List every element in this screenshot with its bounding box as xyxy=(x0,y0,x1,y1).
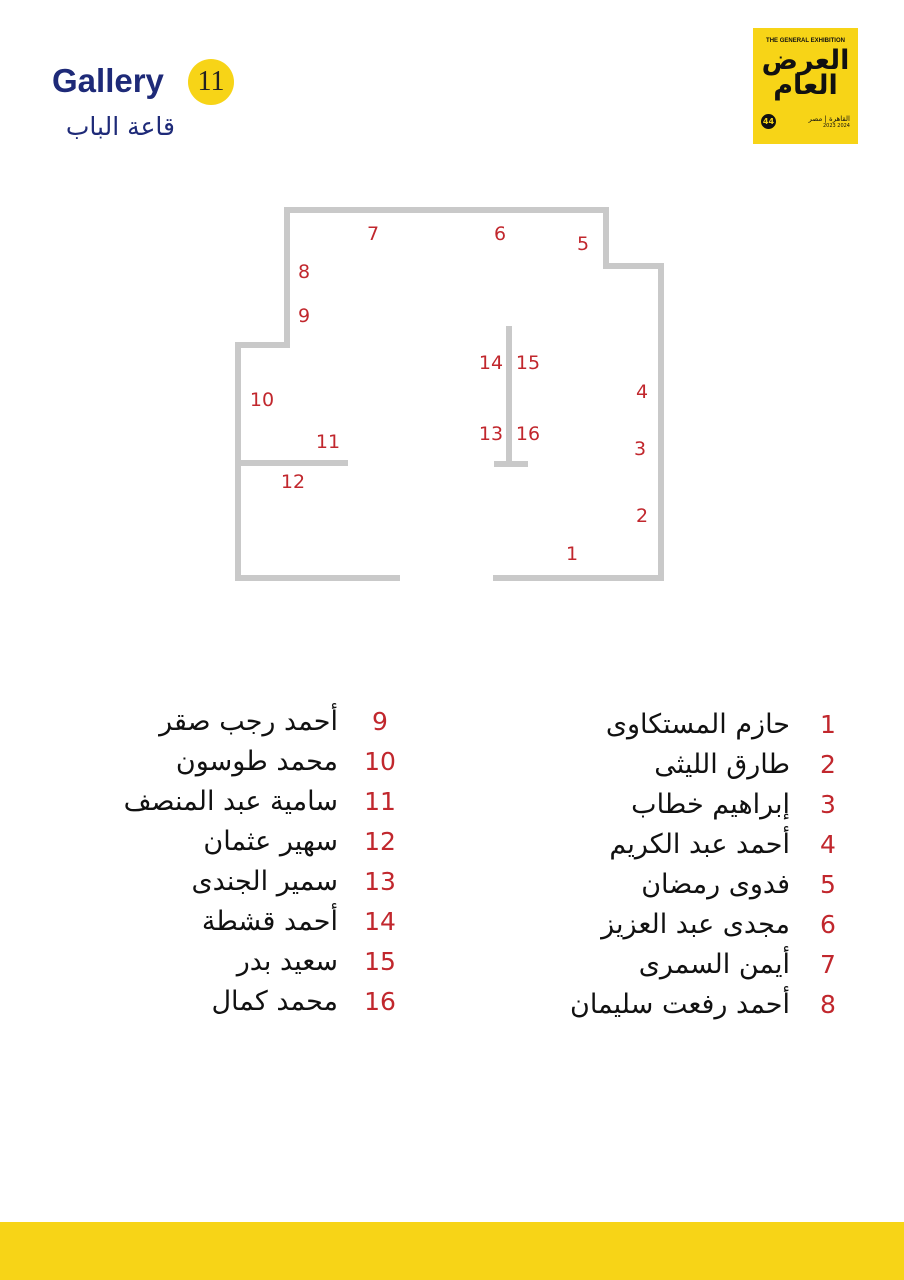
artist-name: أحمد رجب صقر xyxy=(159,706,338,737)
artist-number: 15 xyxy=(364,947,396,976)
logo-text-ar: العرض العام xyxy=(761,45,850,101)
plan-marker-1: 1 xyxy=(565,543,579,565)
artist-number: 14 xyxy=(364,907,396,936)
artist-number: 5 xyxy=(820,870,836,899)
artist-name: فدوى رمضان xyxy=(641,869,790,900)
artist-name: حازم المستكاوى xyxy=(605,709,790,740)
plan-marker-7: 7 xyxy=(366,223,380,245)
artist-entry-10 xyxy=(100,742,410,782)
plan-marker-4: 4 xyxy=(635,381,649,403)
plan-marker-5: 5 xyxy=(576,233,590,255)
artist-name: طارق الليثى xyxy=(654,749,790,780)
gallery-number-badge: 11 xyxy=(188,59,234,105)
logo-edition-badge: 44 xyxy=(761,114,776,129)
gallery-title-arabic: قاعة الباب xyxy=(65,112,175,141)
plan-marker-15: 15 xyxy=(515,352,541,374)
logo-city: القاهرة | مصر xyxy=(808,114,850,123)
plan-marker-11: 11 xyxy=(315,431,341,453)
artist-entry-3 xyxy=(560,785,840,825)
artist-entry-8 xyxy=(560,985,840,1025)
footer-bar xyxy=(0,1222,904,1280)
plan-marker-16: 16 xyxy=(515,423,541,445)
artist-entry-11 xyxy=(100,782,410,822)
plan-marker-14: 14 xyxy=(478,352,504,374)
artist-entry-1 xyxy=(560,705,840,745)
artist-name: أحمد قشطة xyxy=(201,906,338,937)
artist-name: أحمد رفعت سليمان xyxy=(570,989,790,1020)
artist-number: 6 xyxy=(820,910,836,939)
plan-marker-9: 9 xyxy=(297,305,311,327)
artist-name: سامية عبد المنصف xyxy=(123,786,338,817)
plan-marker-2: 2 xyxy=(635,505,649,527)
artist-name: مجدى عبد العزيز xyxy=(601,909,790,940)
plan-marker-13: 13 xyxy=(478,423,504,445)
artist-number: 1 xyxy=(820,710,836,739)
artist-name: سعيد بدر xyxy=(236,946,338,977)
artist-entry-12 xyxy=(100,822,410,862)
plan-marker-10: 10 xyxy=(249,389,275,411)
artist-entry-14 xyxy=(100,902,410,942)
plan-marker-12: 12 xyxy=(280,471,306,493)
artist-name: سمير الجندى xyxy=(191,866,338,897)
gallery-title: Gallery xyxy=(52,62,164,99)
plan-marker-3: 3 xyxy=(633,438,647,460)
logo-text-en: THE GENERAL EXHIBITION xyxy=(766,38,845,44)
artist-number: 16 xyxy=(364,987,396,1016)
artist-entry-2 xyxy=(560,745,840,785)
artist-number: 13 xyxy=(364,867,396,896)
artist-name: أيمن السمرى xyxy=(638,949,790,980)
artist-name: سهير عثمان xyxy=(203,826,338,857)
artist-number: 8 xyxy=(820,990,836,1019)
artist-name: إبراهيم خطاب xyxy=(631,789,790,820)
artist-entry-4 xyxy=(560,825,840,865)
artist-number: 9 xyxy=(372,707,388,736)
artist-entry-16 xyxy=(100,982,410,1022)
artist-name: محمد كمال xyxy=(211,986,338,1017)
artist-number: 7 xyxy=(820,950,836,979)
logo-years: 2023 2024 xyxy=(822,122,850,129)
artist-entry-13 xyxy=(100,862,410,902)
plan-marker-6: 6 xyxy=(493,223,507,245)
plan-marker-8: 8 xyxy=(297,261,311,283)
artist-number: 2 xyxy=(820,750,836,779)
artist-number: 12 xyxy=(364,827,396,856)
artist-name: أحمد عبد الكريم xyxy=(609,829,790,860)
artist-number: 11 xyxy=(364,787,396,816)
artist-number: 4 xyxy=(820,830,836,859)
artist-number: 3 xyxy=(820,790,836,819)
artist-entry-7 xyxy=(560,945,840,985)
artist-name: محمد طوسون xyxy=(175,746,338,777)
artist-entry-15 xyxy=(100,942,410,982)
artist-entry-9 xyxy=(100,702,410,742)
artist-entry-6 xyxy=(560,905,840,945)
artist-number: 10 xyxy=(364,747,396,776)
artist-entry-5 xyxy=(560,865,840,905)
